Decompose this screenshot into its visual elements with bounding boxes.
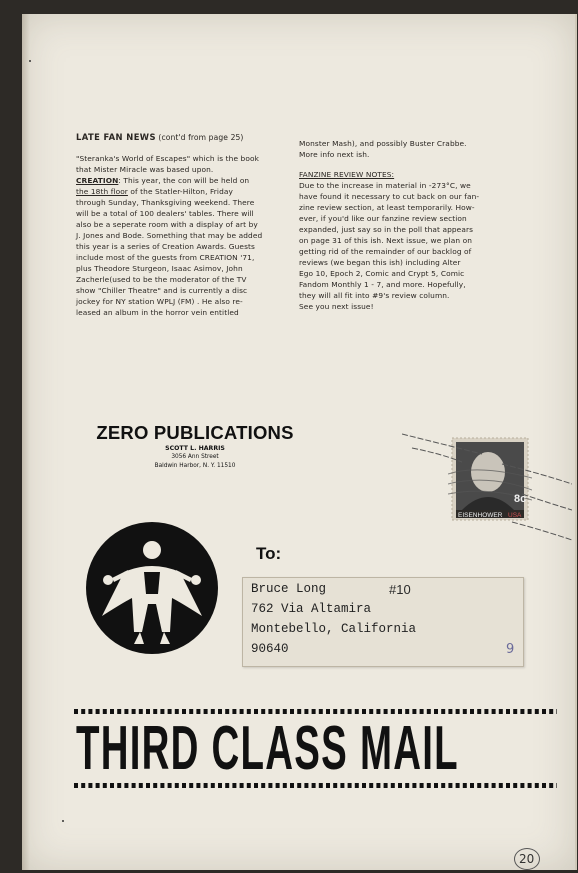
recipient-street: 762 Via Altamira <box>251 602 372 616</box>
perforation-dot <box>276 783 280 788</box>
perforation-dot <box>398 783 402 788</box>
news-line: jockey for NY station WPLJ (FM) . He also re- <box>76 297 243 306</box>
perforation-dot <box>369 783 373 788</box>
review-line: have found it necessary to cut back on our fan- <box>299 192 480 201</box>
speck <box>29 60 31 62</box>
perforation-dot <box>196 783 200 788</box>
perforation-dot <box>103 783 107 788</box>
perforation-dot <box>420 783 424 788</box>
headline-title: LATE FAN NEWS <box>76 132 156 142</box>
perforation-dot <box>492 709 496 714</box>
perforation-dot <box>182 783 186 788</box>
perforation-dot <box>304 783 308 788</box>
perforation-dot <box>333 783 337 788</box>
perforation-dot <box>477 709 481 714</box>
perforation-dot <box>549 783 553 788</box>
third-class-mail-banner: THIRD CLASS MAIL <box>76 714 459 783</box>
perforation-dot <box>463 709 467 714</box>
perforation-dot <box>261 783 265 788</box>
news-line: plus Theodore Sturgeon, Isaac Asimov, John <box>76 264 243 273</box>
perforation-dot <box>542 783 546 788</box>
news-line: also be a seperate room with a display of art by <box>76 220 258 229</box>
publisher-city: Baldwin Harbor, N. Y. 11510 <box>154 463 236 469</box>
perforation-dot <box>448 783 452 788</box>
late-fan-news-headline <box>76 132 308 143</box>
review-line: getting rid of the remainder of our backlog of <box>299 247 472 256</box>
perforation-dot <box>319 783 323 788</box>
review-line: See you next issue! <box>299 302 374 311</box>
perforation-dot <box>513 709 517 714</box>
news-line: Monster Mash), and possibly Buster Crabbe. <box>299 139 467 148</box>
to-label: To: <box>256 544 282 563</box>
perforation-dot <box>427 783 431 788</box>
perforation-dot <box>283 783 287 788</box>
news-line: that Mister Miracle was based upon. <box>76 165 214 174</box>
review-line: ever, if you'd like our fanzine review section <box>299 214 467 223</box>
perforation-dot <box>492 783 496 788</box>
perforation-dot <box>506 709 510 714</box>
perforation-dot <box>146 783 150 788</box>
publisher-name: ZERO PUBLICATIONS <box>96 422 294 443</box>
publisher-person: SCOTT L. HARRIS <box>165 445 225 452</box>
perforation-dot <box>81 783 85 788</box>
perforation-dot <box>268 783 272 788</box>
perforation-dot <box>153 783 157 788</box>
perforation-dot <box>499 783 503 788</box>
floor-rest: of the Statler-Hilton, Friday <box>127 187 233 196</box>
perforation-dot <box>477 783 481 788</box>
perforation-dot <box>556 783 557 788</box>
perforation-dot <box>74 783 78 788</box>
perforation-dot <box>520 709 524 714</box>
news-line: include most of the guests from CREATION '71, <box>76 253 255 262</box>
news-line: leased an album in the horror vein entitled <box>76 308 239 317</box>
perforation-dot <box>340 783 344 788</box>
perforation-dot <box>513 783 517 788</box>
document-page <box>22 14 577 870</box>
news-line-floor <box>76 186 308 197</box>
perforation-dot <box>535 709 539 714</box>
perforation-dot <box>456 783 460 788</box>
news-line: More info next ish. <box>299 150 370 159</box>
perforation-dot <box>211 783 215 788</box>
publisher-block <box>90 422 300 471</box>
perforation-dot <box>470 709 474 714</box>
review-line: Fandom Monthly 1 - 7, and more. Hopefully, <box>299 280 466 289</box>
perforation-dot <box>499 709 503 714</box>
perforation-dot <box>254 783 258 788</box>
perforation-dot <box>240 783 244 788</box>
stamp-name: EISENHOWER <box>458 512 503 519</box>
perforation-dot <box>110 783 114 788</box>
perforation-dot <box>556 709 557 714</box>
perforation-dot <box>463 783 467 788</box>
perforation-dot <box>326 783 330 788</box>
perforation-dot <box>247 783 251 788</box>
headline-note: (cont'd from page 25) <box>158 133 244 142</box>
perforation-dot <box>218 783 222 788</box>
speck <box>62 820 64 822</box>
creation-label: CREATION <box>76 176 119 185</box>
news-line: J. Jones and Bode. Something that may be added <box>76 231 263 240</box>
page-number: 20 <box>519 852 535 866</box>
news-line: show "Chiller Theatre" and is currently a disc <box>76 286 248 295</box>
recipient-city: Montebello, California <box>251 622 417 636</box>
perforation-dot <box>132 783 136 788</box>
recipient-zip: 90640 <box>251 642 289 656</box>
perforation-dot <box>484 783 488 788</box>
perforation-dot <box>117 783 121 788</box>
stamp-country: USA <box>508 512 522 519</box>
perforation-dot <box>384 783 388 788</box>
review-line: expanded, just say so in the poll that appears <box>299 225 474 234</box>
review-line: reviews (we began this ish) including Alter <box>299 258 461 267</box>
hero-emblem-icon <box>84 520 220 656</box>
news-line: through Sunday, Thanksgiving weekend. There <box>76 198 255 207</box>
perforation-dot <box>520 783 524 788</box>
creation-rest: : This year, the con will be held on <box>118 176 250 185</box>
cancellation-marks <box>402 424 572 544</box>
subscriber-number: #10 <box>389 582 411 597</box>
perforation-dot <box>528 709 532 714</box>
perforation-dot <box>348 783 352 788</box>
perforation-dot <box>405 783 409 788</box>
perforation-dot <box>470 783 474 788</box>
floor-label: the 18th floor <box>76 187 128 196</box>
pencil-mark: 9 <box>506 642 515 657</box>
news-line: Zacherle(used to be the moderator of the TV <box>76 275 247 284</box>
perforation-dot <box>362 783 366 788</box>
perforation-dot <box>124 783 128 788</box>
spacer <box>299 160 519 169</box>
perforation-dot <box>542 709 546 714</box>
perforation-dot <box>549 709 553 714</box>
fanzine-review-heading: FANZINE REVIEW NOTES: <box>299 170 395 179</box>
news-line: this year is a series of Creation Awards. Guests <box>76 242 255 251</box>
perforation-dot <box>355 783 359 788</box>
perforation-dot <box>441 783 445 788</box>
recipient-name: Bruce Long <box>251 582 327 596</box>
review-line: zine review section, at least temporarily. How- <box>299 203 475 212</box>
news-line: "Steranka's World of Escapes" which is the book <box>76 154 259 163</box>
perforation-dot <box>160 783 164 788</box>
perforation-dot <box>204 783 208 788</box>
perforation-dot <box>391 783 395 788</box>
perforation-dot <box>506 783 510 788</box>
perforation-dot <box>168 783 172 788</box>
perforation-dot <box>535 783 539 788</box>
perforation-dot <box>297 783 301 788</box>
perforation-dot <box>96 783 100 788</box>
perforation-dot <box>484 709 488 714</box>
news-line: will be a total of 100 dealers' tables. There will <box>76 209 254 218</box>
perforation-dot <box>232 783 236 788</box>
perforation-dot <box>434 783 438 788</box>
banner-bottom-dots <box>72 782 557 789</box>
stamp-value: 8c <box>514 493 527 505</box>
address-label <box>242 577 524 667</box>
review-line: they will all fit into #9's review column. <box>299 291 450 300</box>
publisher-street: 3056 Ann Street <box>171 454 219 460</box>
fanzine-review-column <box>299 138 519 312</box>
perforation-dot <box>139 783 143 788</box>
perforation-dot <box>189 783 193 788</box>
perforation-dot <box>88 783 92 788</box>
review-line: Due to the increase in material in -273°C, we <box>299 181 471 190</box>
perforation-dot <box>528 783 532 788</box>
late-fan-news-column <box>76 132 308 318</box>
perforation-dot <box>412 783 416 788</box>
perforation-dot <box>175 783 179 788</box>
review-line: on page 31 of this ish. Next issue, we plan on <box>299 236 473 245</box>
perforation-dot <box>225 783 229 788</box>
perforation-dot <box>312 783 316 788</box>
news-line-creation <box>76 175 308 186</box>
perforation-dot <box>376 783 380 788</box>
review-line: Ego 10, Epoch 2, Comic and Crypt 5, Comic <box>299 269 465 278</box>
perforation-dot <box>290 783 294 788</box>
